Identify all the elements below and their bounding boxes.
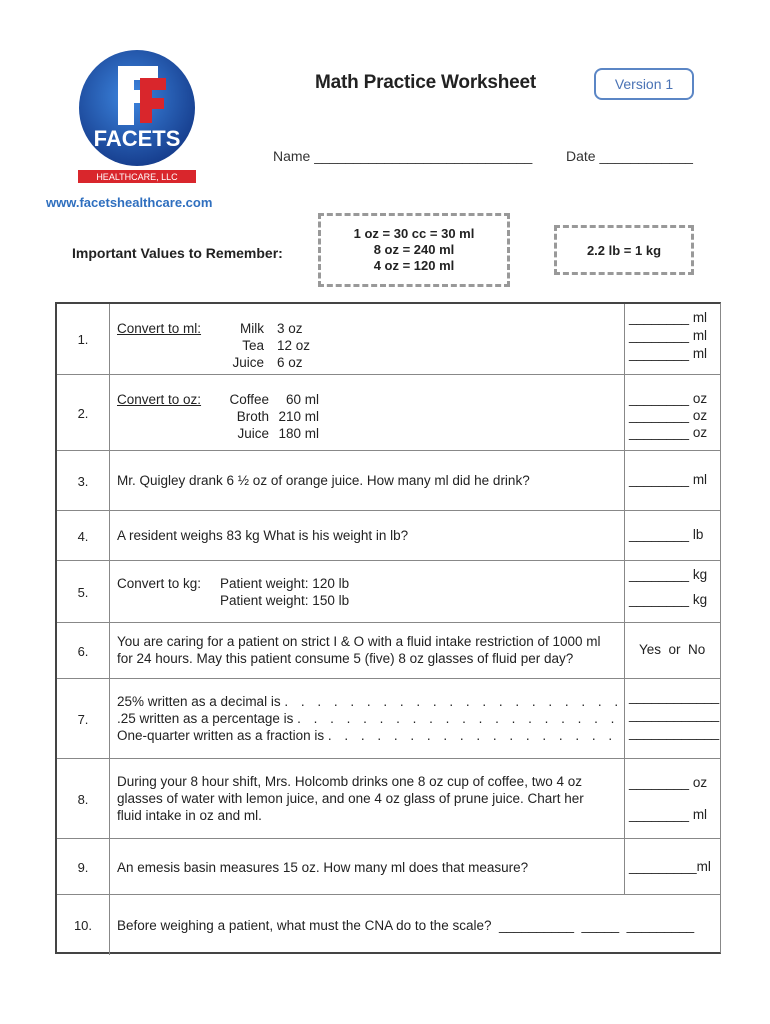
- question-line: You are caring for a patient on strict I & O with a fluid intake restriction of 1000 ml: [117, 634, 601, 649]
- remember-label: Important Values to Remember:: [72, 245, 283, 261]
- question-text: An emesis basin measures 15 oz. How many ml does that measure?: [117, 860, 529, 875]
- answer-blank[interactable]: ________ ml: [629, 328, 708, 343]
- question-number: 4.: [57, 511, 110, 561]
- item: Juice: [232, 355, 264, 370]
- answer-cell: [624, 759, 720, 839]
- amount: 3 oz: [277, 321, 303, 336]
- volume-conversion-box: [318, 213, 510, 287]
- page-title: Math Practice Worksheet: [315, 72, 537, 93]
- question-line: [117, 710, 623, 727]
- question-text: A resident weighs 83 kg What is his weight in lb?: [117, 528, 409, 543]
- answer-blank[interactable]: ____________: [629, 707, 720, 722]
- item-list: [222, 320, 264, 371]
- question-row-7: [57, 678, 720, 759]
- question-text: [117, 633, 601, 667]
- question-row-1: [57, 304, 720, 374]
- amount: 180 ml: [278, 426, 319, 441]
- question-line: glasses of water with lemon juice, and one 4 oz glass of prune juice. Chart her: [117, 791, 584, 806]
- date-field[interactable]: Date ____________: [566, 148, 693, 164]
- conversion-line: 4 oz = 120 ml: [373, 258, 455, 273]
- question-number: 6.: [57, 623, 110, 679]
- item-list: [217, 391, 269, 442]
- answer-cell: [624, 623, 720, 679]
- answer-blank[interactable]: ________ ml: [629, 807, 708, 822]
- amount-list: [276, 391, 319, 442]
- answer-cell: [624, 375, 720, 451]
- question-row-6: [57, 622, 720, 679]
- amount-list: [277, 320, 310, 371]
- answer-blank[interactable]: ________ ml: [629, 346, 708, 361]
- answer-blank[interactable]: ____________: [629, 689, 720, 704]
- amount: 6 oz: [277, 355, 303, 370]
- question-label: Convert to kg:: [117, 576, 202, 591]
- prompt: One-quarter written as a fraction is: [117, 728, 325, 743]
- question-label: Convert to oz:: [117, 392, 202, 407]
- weight-list: [220, 575, 349, 609]
- question-row-3: [57, 450, 720, 511]
- answer-cell: [624, 679, 720, 759]
- question-number: 5.: [57, 561, 110, 623]
- question-line: [117, 693, 623, 710]
- worksheet-table: [55, 302, 721, 954]
- answer-cell: [624, 561, 720, 623]
- question-text: [117, 693, 623, 744]
- item: Juice: [237, 426, 269, 441]
- answer-blank[interactable]: _________ml: [629, 859, 711, 874]
- item: Broth: [236, 409, 269, 424]
- version-badge: Version 1: [594, 68, 694, 100]
- question-number: 9.: [57, 839, 110, 895]
- prompt: 25% written as a decimal is: [117, 694, 281, 709]
- answer-blank[interactable]: ________ kg: [629, 567, 708, 582]
- weight-line: Patient weight: 120 lb: [220, 576, 350, 591]
- answer-blank[interactable]: ________ oz: [629, 775, 708, 790]
- question-row-5: [57, 560, 720, 623]
- leader-dots: . . . . . . . . . . . . . . . . . . . . .: [284, 694, 623, 709]
- question-number: 10.: [57, 895, 110, 955]
- answer-blank[interactable]: ________ kg: [629, 592, 708, 607]
- answer-blank[interactable]: ____________: [629, 725, 720, 740]
- svg-text:FACETS: FACETS: [93, 126, 181, 151]
- question-line: [117, 727, 623, 744]
- answer-blank[interactable]: ________ oz: [629, 408, 708, 423]
- answer-cell: [624, 511, 720, 561]
- yes-no-choice[interactable]: Yes or No: [639, 642, 706, 657]
- answer-blank[interactable]: ________ oz: [629, 391, 708, 406]
- question-line: fluid intake in oz and ml.: [117, 808, 262, 823]
- name-field[interactable]: Name ____________________________: [273, 148, 533, 164]
- amount: 60 ml: [285, 392, 319, 407]
- question-row-2: [57, 374, 720, 451]
- question-number: 8.: [57, 759, 110, 839]
- question-row-8: [57, 758, 720, 839]
- answer-blank[interactable]: ________ ml: [629, 310, 708, 325]
- leader-dots: . . . . . . . . . . . . . . . . . . . .: [297, 711, 619, 726]
- prompt: .25 written as a percentage is: [117, 711, 294, 726]
- answer-blank[interactable]: ________ oz: [629, 425, 708, 440]
- amount: 12 oz: [277, 338, 311, 353]
- website-link[interactable]: www.facetshealthcare.com: [46, 195, 213, 210]
- weight-line: Patient weight: 150 lb: [220, 593, 350, 608]
- answer-blank[interactable]: ________ ml: [629, 472, 708, 487]
- question-text: [117, 773, 584, 824]
- answer-cell: [624, 839, 720, 895]
- question-line: for 24 hours. May this patient consume 5 (five) 8 oz glasses of fluid per day?: [117, 651, 574, 666]
- leader-dots: . . . . . . . . . . . . . . . . . .: [327, 728, 617, 743]
- question-line: During your 8 hour shift, Mrs. Holcomb drinks one 8 oz cup of coffee, two 4 oz: [117, 774, 582, 789]
- conversion-line: 1 oz = 30 cc = 30 ml: [353, 226, 475, 241]
- item: Tea: [242, 338, 264, 353]
- item: Coffee: [229, 392, 269, 407]
- amount: 210 ml: [278, 409, 319, 424]
- question-number: 3.: [57, 451, 110, 511]
- question-row-4: [57, 510, 720, 561]
- question-text[interactable]: Before weighing a patient, what must the CNA do to the scale? __________ _____ _________: [117, 918, 695, 933]
- question-text: Mr. Quigley drank 6 ½ oz of orange juice. How many ml did he drink?: [117, 473, 530, 488]
- answer-cell: [624, 451, 720, 511]
- conversion-line: 8 oz = 240 ml: [373, 242, 455, 257]
- facets-logo: [78, 48, 196, 188]
- question-number: 2.: [57, 375, 110, 451]
- question-label: Convert to ml:: [117, 321, 202, 336]
- answer-blank[interactable]: ________ lb: [629, 527, 704, 542]
- question-number: 1.: [57, 304, 110, 374]
- question-number: 7.: [57, 679, 110, 759]
- weight-conversion-box: 2.2 lb = 1 kg: [554, 225, 694, 275]
- question-row-9: [57, 838, 720, 895]
- item: Milk: [240, 321, 264, 336]
- question-row-10: [57, 894, 720, 955]
- svg-text:HEALTHCARE, LLC: HEALTHCARE, LLC: [96, 172, 178, 182]
- answer-cell: [624, 304, 720, 374]
